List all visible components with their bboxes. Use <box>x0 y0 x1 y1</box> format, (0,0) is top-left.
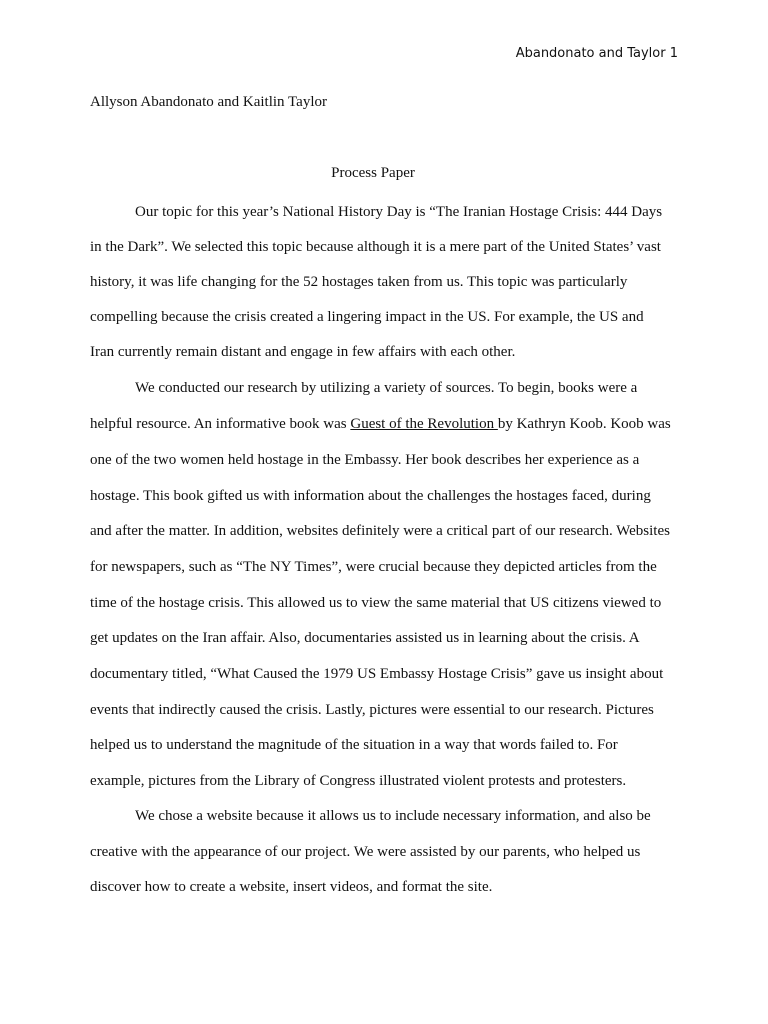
paragraph-line: one of the two women held hostage in the Embassy. Her book describes her experience as a <box>90 452 640 468</box>
paragraph-line: in the Dark”. We selected this topic because although it is a mere part of the United States’ vast <box>90 239 661 255</box>
paragraph-line: hostage. This book gifted us with information about the challenges the hostages faced, during <box>90 488 651 504</box>
paragraph-line: history, it was life changing for the 52 hostages taken from us. This topic was particularly <box>90 274 628 290</box>
running-head: Abandonato and Taylor 1 <box>515 46 678 61</box>
line-text: helpful resource. An informative book was <box>90 416 351 432</box>
book-title: Guest of the Revolution <box>350 416 498 432</box>
paragraph-line: Our topic for this year’s National History Day is “The Iranian Hostage Crisis: 444 Days <box>135 204 663 220</box>
paragraph-line: We chose a website because it allows us to include necessary information, and also be <box>135 808 651 824</box>
line-text: by Kathryn Koob. Koob was <box>497 416 671 432</box>
paragraph-line: get updates on the Iran affair. Also, documentaries assisted us in learning about the crisis. A <box>90 630 640 646</box>
paragraph-line: events that indirectly caused the crisis. Lastly, pictures were essential to our research. Pictures <box>90 702 654 718</box>
paragraph-line: time of the hostage crisis. This allowed us to view the same material that US citizens viewed to <box>90 595 662 611</box>
paragraph-line: Iran currently remain distant and engage in few affairs with each other. <box>90 344 516 360</box>
paragraph-line: and after the matter. In addition, websites definitely were a critical part of our research. Websites <box>90 523 670 539</box>
paragraph-line: for newspapers, such as “The NY Times”, were crucial because they depicted articles from the <box>90 559 657 575</box>
paragraph-line: We conducted our research by utilizing a variety of sources. To begin, books were a <box>135 380 638 396</box>
paragraph-line: discover how to create a website, insert videos, and format the site. <box>90 879 493 895</box>
paragraph-line: example, pictures from the Library of Congress illustrated violent protests and protesters. <box>90 773 627 789</box>
paragraph-line: helped us to understand the magnitude of the situation in a way that words failed to. For <box>90 737 618 753</box>
paragraph-line: compelling because the crisis created a lingering impact in the US. For example, the US and <box>90 309 644 325</box>
author-names: Allyson Abandonato and Kaitlin Taylor <box>90 94 327 110</box>
paragraph-line: documentary titled, “What Caused the 1979 US Embassy Hostage Crisis” gave us insight about <box>90 666 664 682</box>
paragraph-line: creative with the appearance of our project. We were assisted by our parents, who helped us <box>90 844 641 860</box>
paper-title: Process Paper <box>331 165 415 181</box>
paragraph-line <box>90 414 690 434</box>
